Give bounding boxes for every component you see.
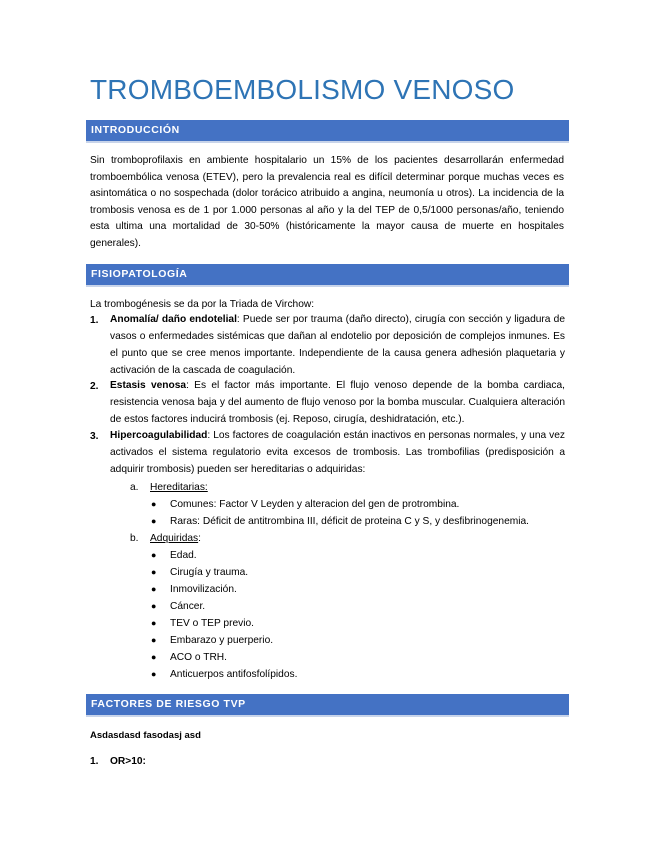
list-item: Anticuerpos antifosfolípidos. bbox=[170, 669, 298, 680]
section-heading-intro bbox=[86, 120, 569, 143]
bullet-icon: ● bbox=[151, 567, 157, 577]
list-item: Cirugía y trauma. bbox=[170, 567, 249, 578]
list-item: Raras: Déficit de antitrombina III, déficit de proteina C y S, y desfibrinogenemia. bbox=[170, 516, 529, 527]
list-item: Edad. bbox=[170, 550, 197, 561]
intro-paragraph: Sin tromboprofilaxis en ambiente hospitalario un 15% de los pacientes desarrollarán enfermedad tromboembólica venosa (ETEV), pero la prevalencia real es difícil determinar porque muchas veces es asintomática o no sospechada (dolor torácico atribuido a angina, neumonía u otros). La incidencia de la trombosis venosa es de 1 por 1.000 personas al año y la del TEP de 0,5/1000 personas/año, teniendo esta ultima una mortalidad de 30-50% (históricamente la mayor causa de muerte en hospitales generales). bbox=[90, 155, 564, 249]
list-item-term: Anomalía/ daño endotelial bbox=[110, 314, 237, 325]
list-item: OR>10: bbox=[110, 756, 146, 767]
list-item-text: : Los factores de coagulación están inactivos en personas normales, y una vez activados el sistema regulatorio evita excesos de trombosis. Las trombofilias (predisposición a adquirir trombosis) pueden ser hereditarias o adquiridas: bbox=[110, 430, 565, 475]
bullet-icon: ● bbox=[151, 516, 157, 526]
list-item-term: Hipercoagulabilidad bbox=[110, 430, 208, 441]
bullet-icon: ● bbox=[151, 669, 157, 679]
sublist-label: b. bbox=[130, 533, 139, 544]
list-item-text: : Es el factor más importante. El flujo venoso depende de la bomba cardiaca, resistencia venosa baja y del aumento de flujo venoso por la bomba muscular. Cualquiera alteración de estos factores inducirá trombosis (ej. Reposo, cirugía, deshidratación, etc.). bbox=[110, 380, 566, 425]
bullet-icon: ● bbox=[151, 550, 157, 560]
bullet-icon: ● bbox=[151, 499, 157, 509]
section-heading-label: FACTORES DE RIESGO TVP bbox=[91, 698, 246, 710]
list-number: 2. bbox=[90, 381, 99, 392]
bullet-icon: ● bbox=[151, 652, 157, 662]
list-number: 3. bbox=[90, 431, 99, 442]
list-item: Comunes: Factor V Leyden y alteracion del gen de protrombina. bbox=[170, 499, 460, 510]
bullet-icon: ● bbox=[151, 584, 157, 594]
section-heading-risk bbox=[86, 694, 569, 717]
risk-paragraph: Asdasdasd fasodasj asd bbox=[90, 730, 201, 741]
sublist-title: Hereditarias: bbox=[150, 482, 208, 493]
list-item: Embarazo y puerperio. bbox=[170, 635, 274, 646]
list-number: 1. bbox=[90, 756, 99, 767]
list-item: Inmovilización. bbox=[170, 584, 237, 595]
list-item-text: : Puede ser por trauma (daño directo), cirugía con sección y ligadura de vasos o enfermedades sistémicas que dañan al endotelio por deposición de complejos inmunes. Es el punto que se cree menos importante. Independiente de la causa genera adhesión plaquetaria y activación de la cascada de coagulación. bbox=[110, 314, 565, 376]
list-number: 1. bbox=[90, 315, 99, 326]
list-item: ACO o TRH. bbox=[170, 652, 227, 663]
section-heading-label: INTRODUCCIÓN bbox=[91, 124, 180, 136]
list-item bbox=[110, 312, 565, 380]
list-item: Cáncer. bbox=[170, 601, 206, 612]
fisio-intro: La trombogénesis se da por la Triada de Virchow: bbox=[90, 299, 315, 310]
list-item-term: Estasis venosa bbox=[110, 380, 187, 391]
sublist-label: a. bbox=[130, 482, 139, 493]
sublist-title: Adquiridas: bbox=[150, 533, 201, 544]
page-title: TROMBOEMBOLISMO VENOSO bbox=[90, 74, 515, 105]
bullet-icon: ● bbox=[151, 635, 157, 645]
bullet-icon: ● bbox=[151, 601, 157, 611]
section-heading-label: FISIOPATOLOGÍA bbox=[91, 268, 188, 280]
bullet-icon: ● bbox=[151, 618, 157, 628]
list-item bbox=[110, 428, 565, 479]
list-item: TEV o TEP previo. bbox=[170, 618, 254, 629]
section-heading-fisiopatologia bbox=[86, 264, 569, 287]
list-item bbox=[110, 378, 565, 429]
